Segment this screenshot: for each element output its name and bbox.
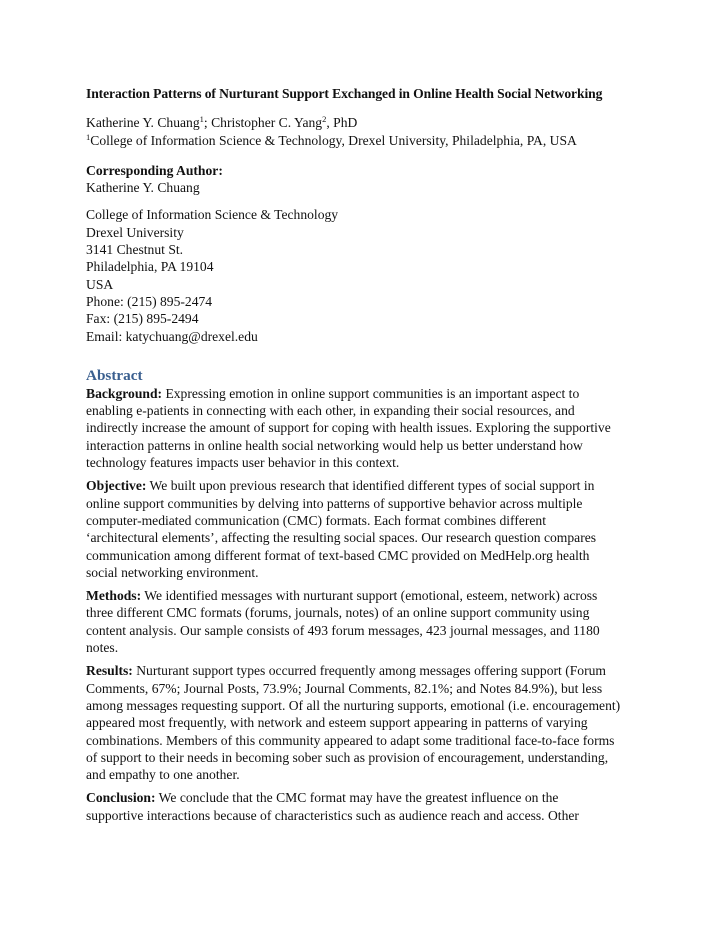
paper-title: Interaction Patterns of Nurturant Support Exchanged in Online Health Social Networking bbox=[86, 86, 603, 101]
author-block bbox=[86, 114, 661, 149]
author-1-name: Katherine Y. Chuang bbox=[86, 115, 200, 131]
results-line: combinations. Members of this community appeared to adapt some traditional face-to-face forms bbox=[86, 732, 615, 748]
abstract-background bbox=[86, 385, 661, 471]
results-label: Results: bbox=[86, 663, 133, 679]
background-line: interaction patterns in online health social networking would help us better understand how bbox=[86, 437, 583, 453]
results-text: Nurturant support types occurred frequently among messages offering support (Forum bbox=[132, 663, 606, 679]
contact-address-block bbox=[86, 206, 661, 344]
results-line: among messages requesting support. Of all the nurturing supports, emotional (i.e. encouragement) bbox=[86, 697, 621, 713]
address-university: Drexel University bbox=[86, 224, 184, 240]
objective-line: social networking environment. bbox=[86, 564, 259, 580]
author-2-degree: , PhD bbox=[326, 115, 358, 131]
results-line: appeared most frequently, with network and esteem support appearing in patterns of varying bbox=[86, 715, 588, 731]
objective-text: We built upon previous research that identified different types of social support in bbox=[146, 478, 595, 494]
corresponding-author-name: Katherine Y. Chuang bbox=[86, 180, 200, 196]
methods-label: Methods: bbox=[86, 588, 142, 604]
background-text: Expressing emotion in online support communities is an important aspect to bbox=[162, 385, 580, 401]
address-country: USA bbox=[86, 276, 114, 292]
objective-line: online support communities by delving into patterns of supportive behavior across multiple bbox=[86, 495, 583, 511]
results-line: and empathy to one another. bbox=[86, 767, 240, 783]
abstract-conclusion bbox=[86, 789, 661, 824]
results-line: of support to their needs in becoming sober such as provision of encouragement, understanding, bbox=[86, 749, 609, 765]
address-phone: Phone: (215) 895-2474 bbox=[86, 293, 213, 309]
background-line: indirectly increase the amount of support for coping with health issues. Exploring the supportive bbox=[86, 420, 611, 436]
abstract-results bbox=[86, 662, 661, 783]
results-line: Comments, 67%; Journal Posts, 73.9%; Journal Comments, 82.1%; and Notes 84.9%), but less bbox=[86, 680, 603, 696]
corresponding-author-block bbox=[86, 162, 661, 197]
affiliation-line bbox=[86, 132, 661, 149]
abstract-objective bbox=[86, 477, 661, 581]
author-1-superscript: 1 bbox=[199, 114, 204, 125]
methods-line: content analysis. Our sample consists of 493 forum messages, 423 journal messages, and 1180 bbox=[86, 622, 600, 638]
background-line: enabling e-patients in connecting with each other, in expanding their social resources, and bbox=[86, 403, 575, 419]
author-2-name: Christopher C. Yang bbox=[211, 115, 323, 131]
methods-line: three different CMC formats (forums, journals, notes) of an online support community using bbox=[86, 605, 590, 621]
background-line-1 bbox=[86, 385, 661, 402]
affiliation-text: College of Information Science & Technology, Drexel University, Philadelphia, PA, USA bbox=[90, 132, 577, 148]
conclusion-label: Conclusion: bbox=[86, 790, 156, 806]
author-line bbox=[86, 114, 661, 131]
results-line-1 bbox=[86, 662, 661, 679]
address-fax: Fax: (215) 895-2494 bbox=[86, 311, 199, 327]
objective-line: computer-mediated communication (CMC) formats. Each format combines different bbox=[86, 512, 547, 528]
background-line: technology features impacts user behavior in this context. bbox=[86, 455, 400, 471]
conclusion-line: supportive interactions because of characteristics such as audience reach and access. Other bbox=[86, 807, 579, 823]
author-2-superscript: 2 bbox=[322, 114, 327, 125]
address-city: Philadelphia, PA 19104 bbox=[86, 259, 214, 275]
corresponding-author-label: Corresponding Author: bbox=[86, 162, 223, 178]
affiliation-superscript: 1 bbox=[86, 131, 91, 142]
methods-line-1 bbox=[86, 587, 661, 604]
methods-line: notes. bbox=[86, 640, 119, 656]
abstract-heading: Abstract bbox=[86, 366, 143, 384]
address-street: 3141 Chestnut St. bbox=[86, 242, 184, 258]
abstract-methods bbox=[86, 587, 661, 656]
paper-page bbox=[86, 85, 661, 824]
conclusion-text: We conclude that the CMC format may have the greatest influence on the bbox=[155, 790, 559, 806]
conclusion-line-1 bbox=[86, 789, 661, 806]
author-separator: ; bbox=[203, 115, 212, 131]
methods-text: We identified messages with nurturant support (emotional, esteem, network) across bbox=[141, 588, 598, 604]
objective-line: ‘architectural elements’, affecting the resulting social spaces. Our research question compares bbox=[86, 530, 597, 546]
address-email: Email: katychuang@drexel.edu bbox=[86, 328, 258, 344]
address-institution: College of Information Science & Technology bbox=[86, 207, 339, 223]
background-label: Background: bbox=[86, 385, 163, 401]
objective-line-1 bbox=[86, 477, 661, 494]
objective-label: Objective: bbox=[86, 478, 147, 494]
objective-line: communication among different format of text-based CMC provided on MedHelp.org health bbox=[86, 547, 590, 563]
